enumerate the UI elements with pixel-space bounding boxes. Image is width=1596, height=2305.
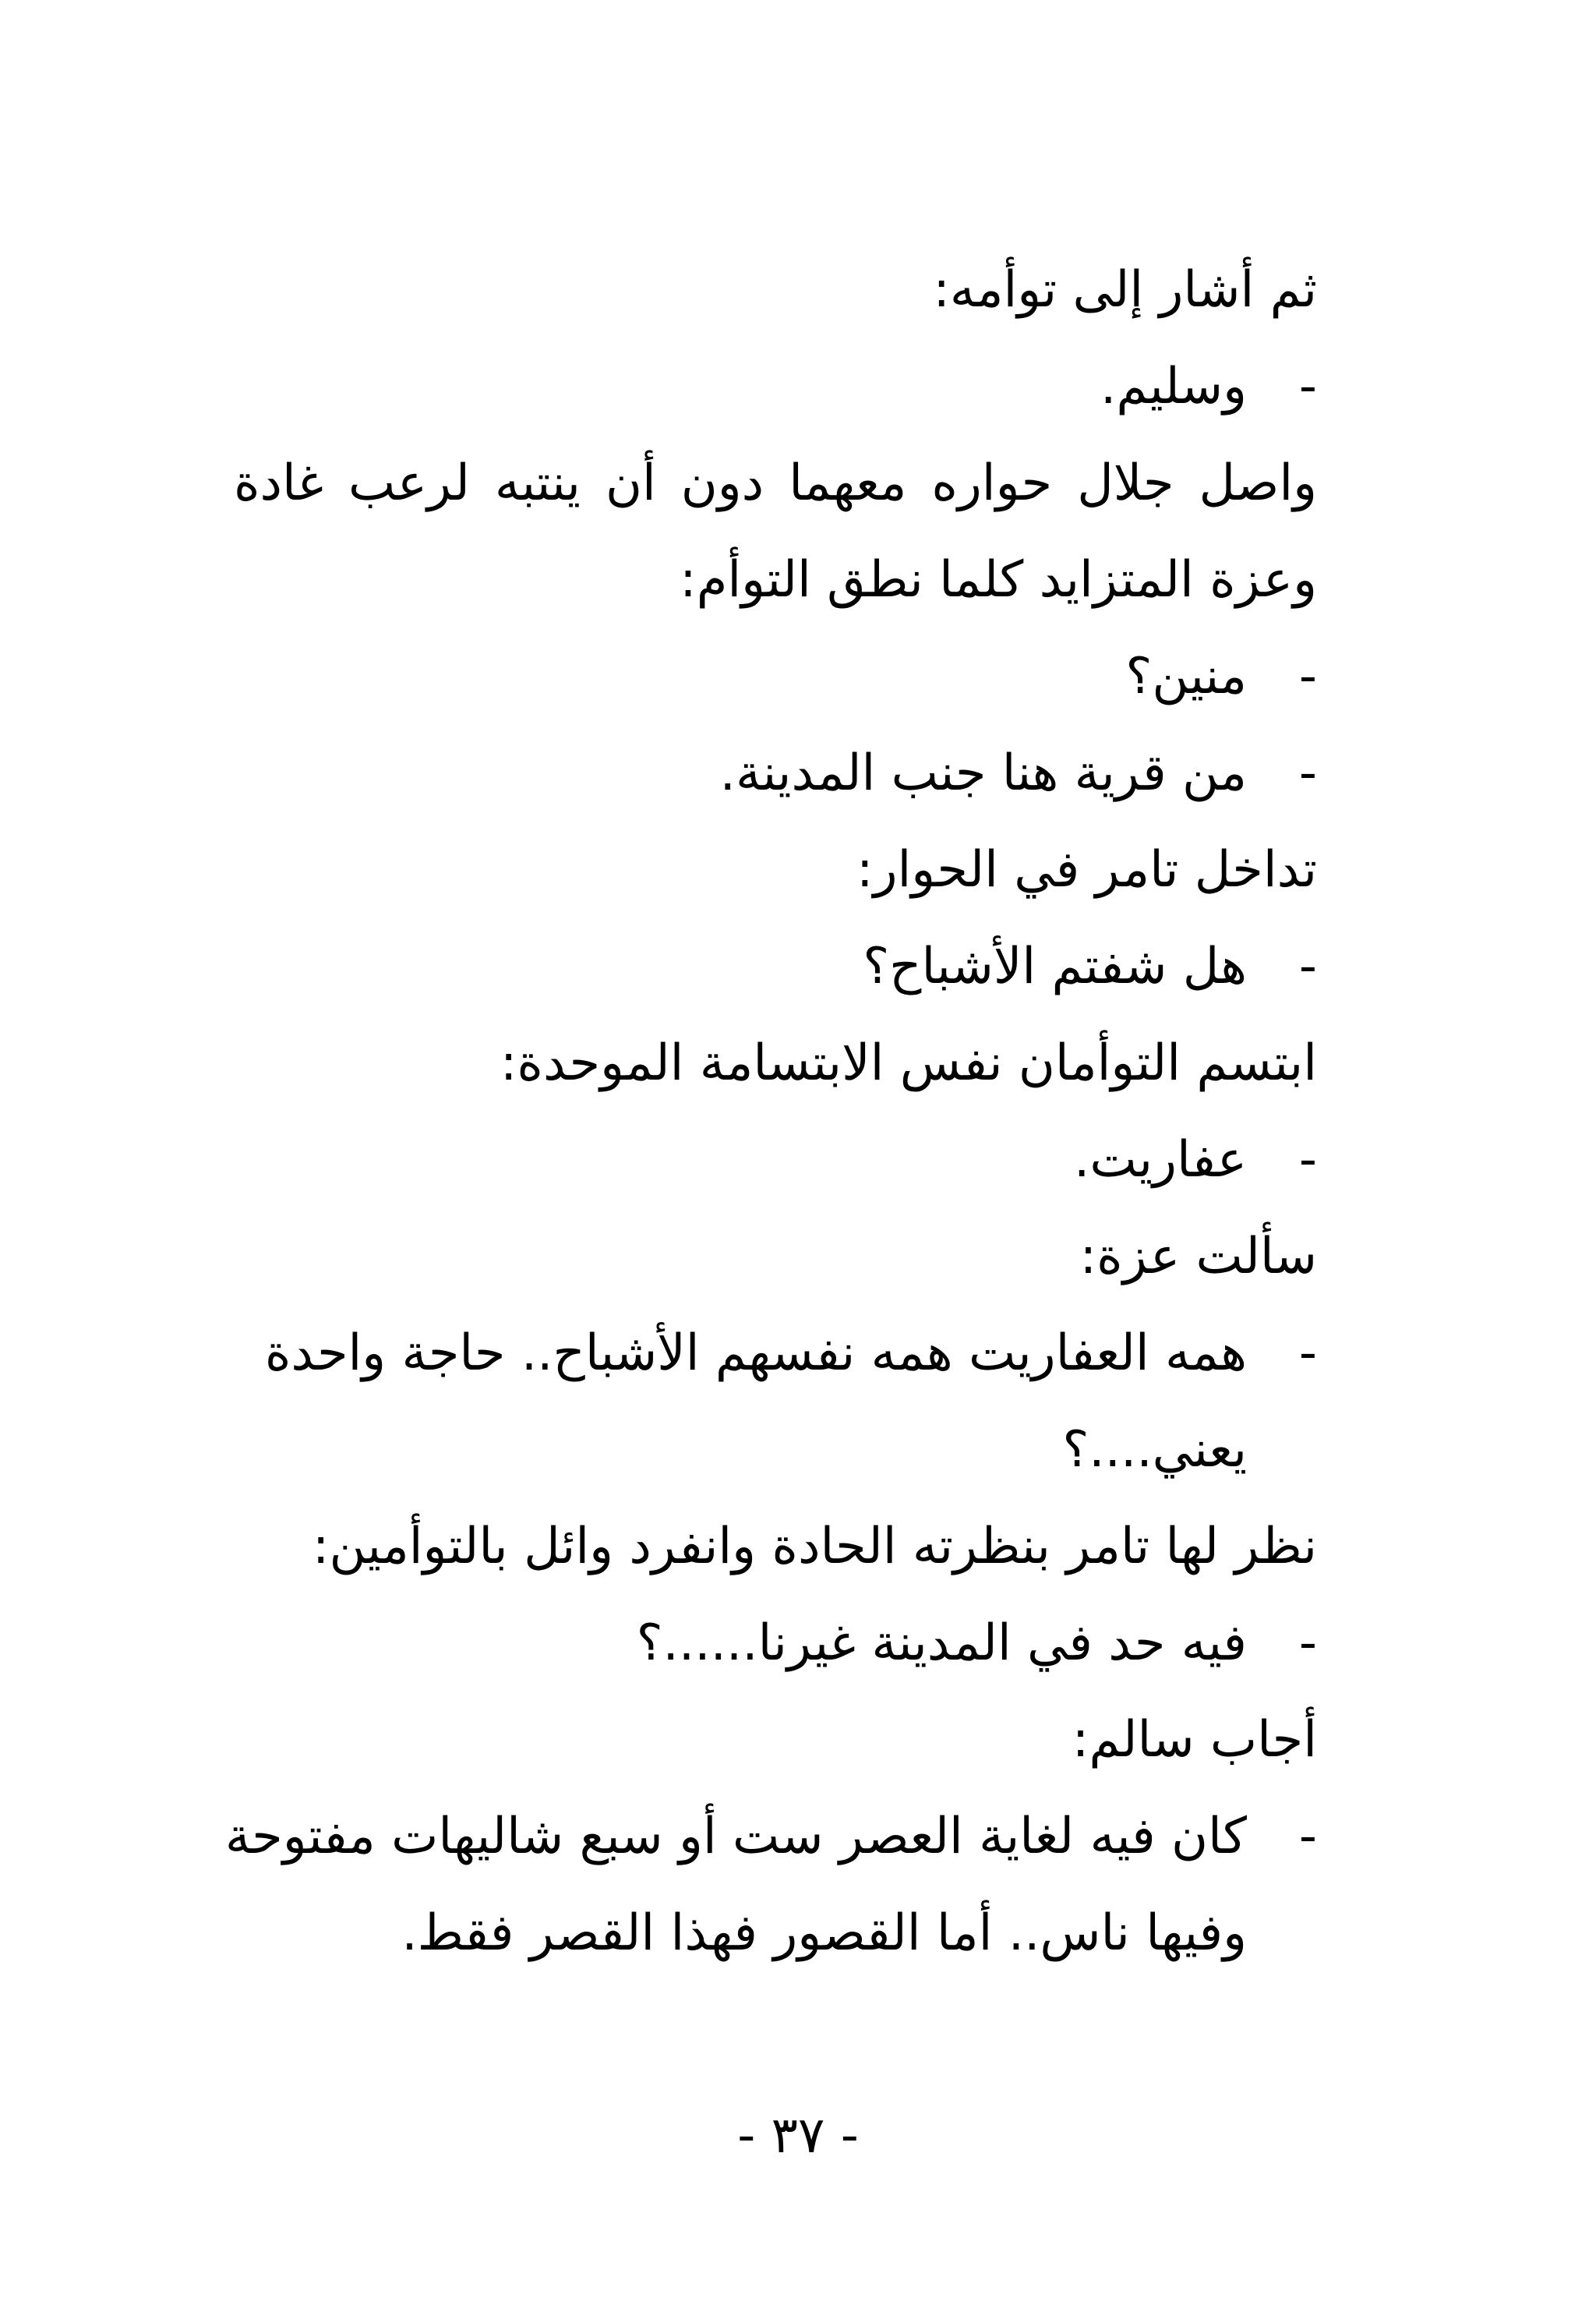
dialogue-dash: - xyxy=(1298,648,1317,705)
dialogue-dash: - xyxy=(1298,358,1317,415)
dialogue-continuation: يعني....؟ xyxy=(1062,1421,1247,1479)
narration-line: نظر لها تامر بنظرته الحادة وانفرد وائل بالتوأمين: xyxy=(312,1518,1317,1575)
dialogue-line: -كان فيه لغاية العصر ست أو سبع شاليهات مفتوحة xyxy=(234,1788,1317,1885)
body-text xyxy=(224,242,1317,1982)
dialogue-dash: - xyxy=(1298,1324,1317,1382)
narration-line: أجاب سالم: xyxy=(1072,1711,1317,1769)
narration-line: واصل جلال حواره معهما دون أن ينتبه لرعب غادة xyxy=(234,454,1317,512)
dialogue-line: -من قرية هنا جنب المدينة. xyxy=(234,725,1317,822)
dialogue-line: -همه العفاريت همه نفسهم الأشباح.. حاجة واحدة xyxy=(234,1305,1317,1402)
dialogue-line: -هل شفتم الأشباح؟ xyxy=(234,918,1317,1015)
dialogue-line: -فيه حد في المدينة غيرنا......؟ xyxy=(234,1595,1317,1692)
narration-line: سألت عزة: xyxy=(1079,1228,1317,1285)
dialogue-dash: - xyxy=(1298,1131,1317,1189)
narration-line: ثم أشار إلى توأمه: xyxy=(933,261,1317,319)
page-number: - ٣٧ - xyxy=(737,2107,859,2165)
dialogue-line: -منين؟ xyxy=(234,628,1317,725)
dialogue-dash: - xyxy=(1298,938,1317,995)
narration-line: ابتسم التوأمان نفس الابتسامة الموحدة: xyxy=(500,1034,1317,1092)
dialogue-line: -عفاريت. xyxy=(234,1112,1317,1208)
dialogue-dash: - xyxy=(1298,1614,1317,1672)
dialogue-continuation: وفيها ناس.. أما القصور فهذا القصر فقط. xyxy=(401,1904,1247,1962)
narration-line: تداخل تامر في الحوار: xyxy=(856,841,1317,899)
narration-line: وعزة المتزايد كلما نطق التوأم: xyxy=(680,551,1317,609)
dialogue-dash: - xyxy=(1298,1808,1317,1865)
dialogue-dash: - xyxy=(1298,744,1317,802)
dialogue-line: -وسليم. xyxy=(234,338,1317,435)
